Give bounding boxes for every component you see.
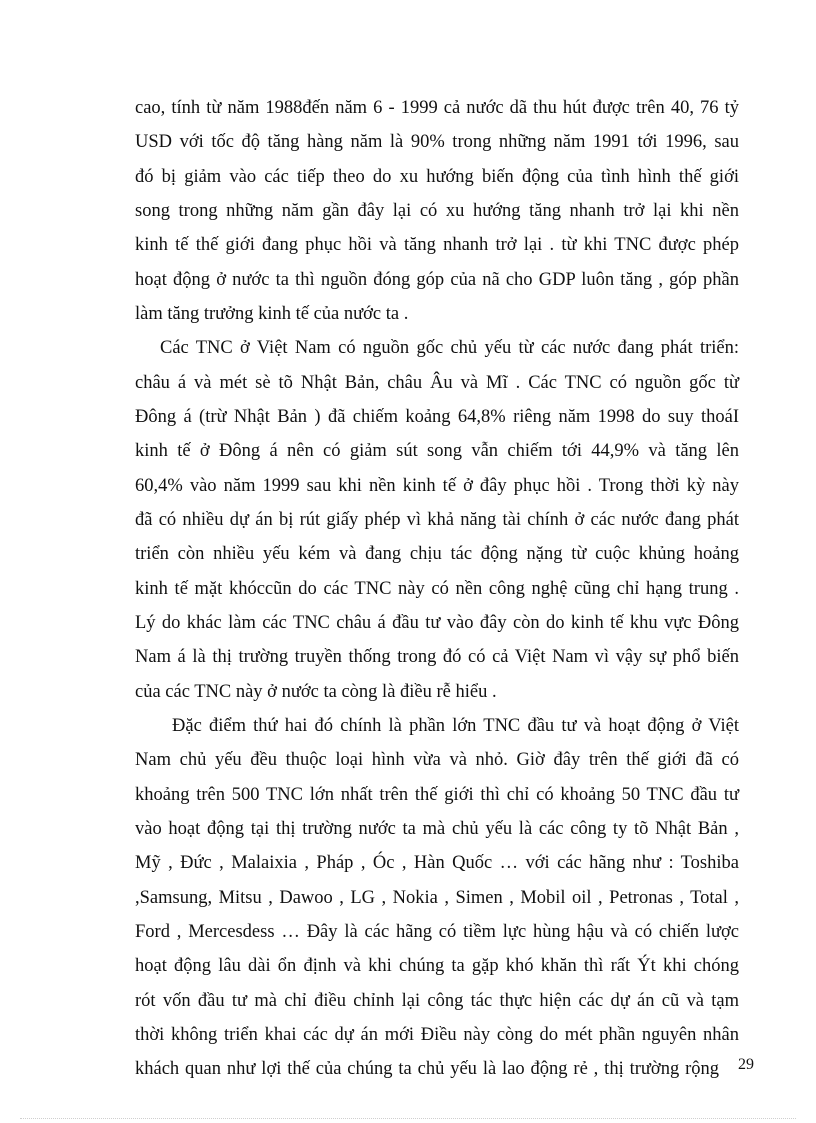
text-line: Đặc điểm thứ hai đó chính là phần lớn TNC đầu tư và hoạt động ở Việt: [172, 716, 739, 736]
text-line: Mỹ , Đức , Malaixia , Pháp , Óc , Hàn Quốc … với các hãng như : Toshiba: [135, 853, 739, 873]
text-line: vào hoạt động tại thị trường nước ta mà chủ yếu là các công ty tõ Nhật Bản ,: [135, 819, 739, 839]
text-line: 60,4% vào năm 1999 sau khi nền kinh tế ở đây phục hồi . Trong thời kỳ này: [135, 476, 739, 496]
text-line: USD với tốc độ tăng hàng năm là 90% trong những năm 1991 tới 1996, sau: [135, 132, 739, 152]
text-line: rót vốn đầu tư mà chỉ điều chỉnh lại công tác thực hiện các dự án cũ và tạm: [135, 991, 739, 1011]
text-line: thời không triển khai các dự án mới Điều này còng do mét phần nguyên nhân: [135, 1025, 739, 1045]
text-line: đã có nhiều dự án bị rút giấy phép vì khả năng tài chính ở các nước đang phát: [135, 510, 739, 530]
text-line: đó bị giảm vào các tiếp theo do xu hướng biến động của tình hình thế giới: [135, 167, 739, 187]
text-line: kinh tế ở Đông á nên có giảm sút song vẫn chiếm tới 44,9% và tăng lên: [135, 441, 739, 461]
text-line: Lý do khác làm các TNC châu á đầu tư vào đây còn do kinh tế khu vực Đông: [135, 613, 739, 633]
text-line: cao, tính từ năm 1988đến năm 6 - 1999 cả nước dã thu hút được trên 40, 76 tỷ: [135, 98, 739, 118]
text-line: Nam á là thị trường truyền thống trong đó có cả Việt Nam vì vậy sự phổ biến: [135, 647, 739, 667]
text-line: kinh tế mặt khóccũn do các TNC này có nền công nghệ cũng chỉ hạng trung .: [135, 579, 739, 599]
text-line: triển còn nhiều yếu kém và đang chịu tác động nặng từ cuộc khủng hoảng: [135, 544, 739, 564]
text-line: song trong những năm gần đây lại có xu hướng tăng nhanh trở lại khi nền: [135, 201, 739, 221]
text-line: của các TNC này ở nước ta còng là điều rễ hiểu .: [135, 682, 497, 702]
text-line: hoạt động lâu dài ổn định và khi chúng ta gặp khó khăn thì rất Ýt khi chóng: [135, 956, 739, 976]
text-line: ,Samsung, Mitsu , Dawoo , LG , Nokia , Simen , Mobil oil , Petronas , Total ,: [135, 888, 739, 908]
text-line: khoảng trên 500 TNC lớn nhất trên thế giới thì chỉ có khoảng 50 TNC đầu tư: [135, 785, 739, 805]
text-line: châu á và mét sè tõ Nhật Bản, châu Âu và Mĩ . Các TNC có nguồn gốc từ: [135, 373, 739, 393]
text-line: hoạt động ở nước ta thì nguồn đóng góp của nã cho GDP luôn tăng , góp phần: [135, 270, 739, 290]
text-line: Đông á (trừ Nhật Bản ) đã chiếm koảng 64,8% riêng năm 1998 do suy thoáI: [135, 407, 739, 427]
text-line: làm tăng trưởng kinh tế của nước ta .: [135, 304, 409, 324]
text-line: Ford , Mercesdess … Đây là các hãng có tiềm lực hùng hậu và có chiến lược: [135, 922, 739, 942]
page-bottom-divider: [20, 1118, 796, 1119]
text-line: kinh tế thế giới đang phục hồi và tăng nhanh trở lại . từ khi TNC được phép: [135, 235, 739, 255]
text-line: khách quan như lợi thế của chúng ta chủ yếu là lao động rẻ , thị trường rộng: [135, 1059, 719, 1079]
text-line: Các TNC ở Việt Nam có nguồn gốc chủ yếu từ các nước đang phát triển:: [160, 338, 739, 358]
page-number: 29: [738, 1056, 754, 1073]
text-line: Nam chủ yếu đều thuộc loại hình vừa và nhỏ. Giờ đây trên thế giới đã có: [135, 750, 739, 770]
